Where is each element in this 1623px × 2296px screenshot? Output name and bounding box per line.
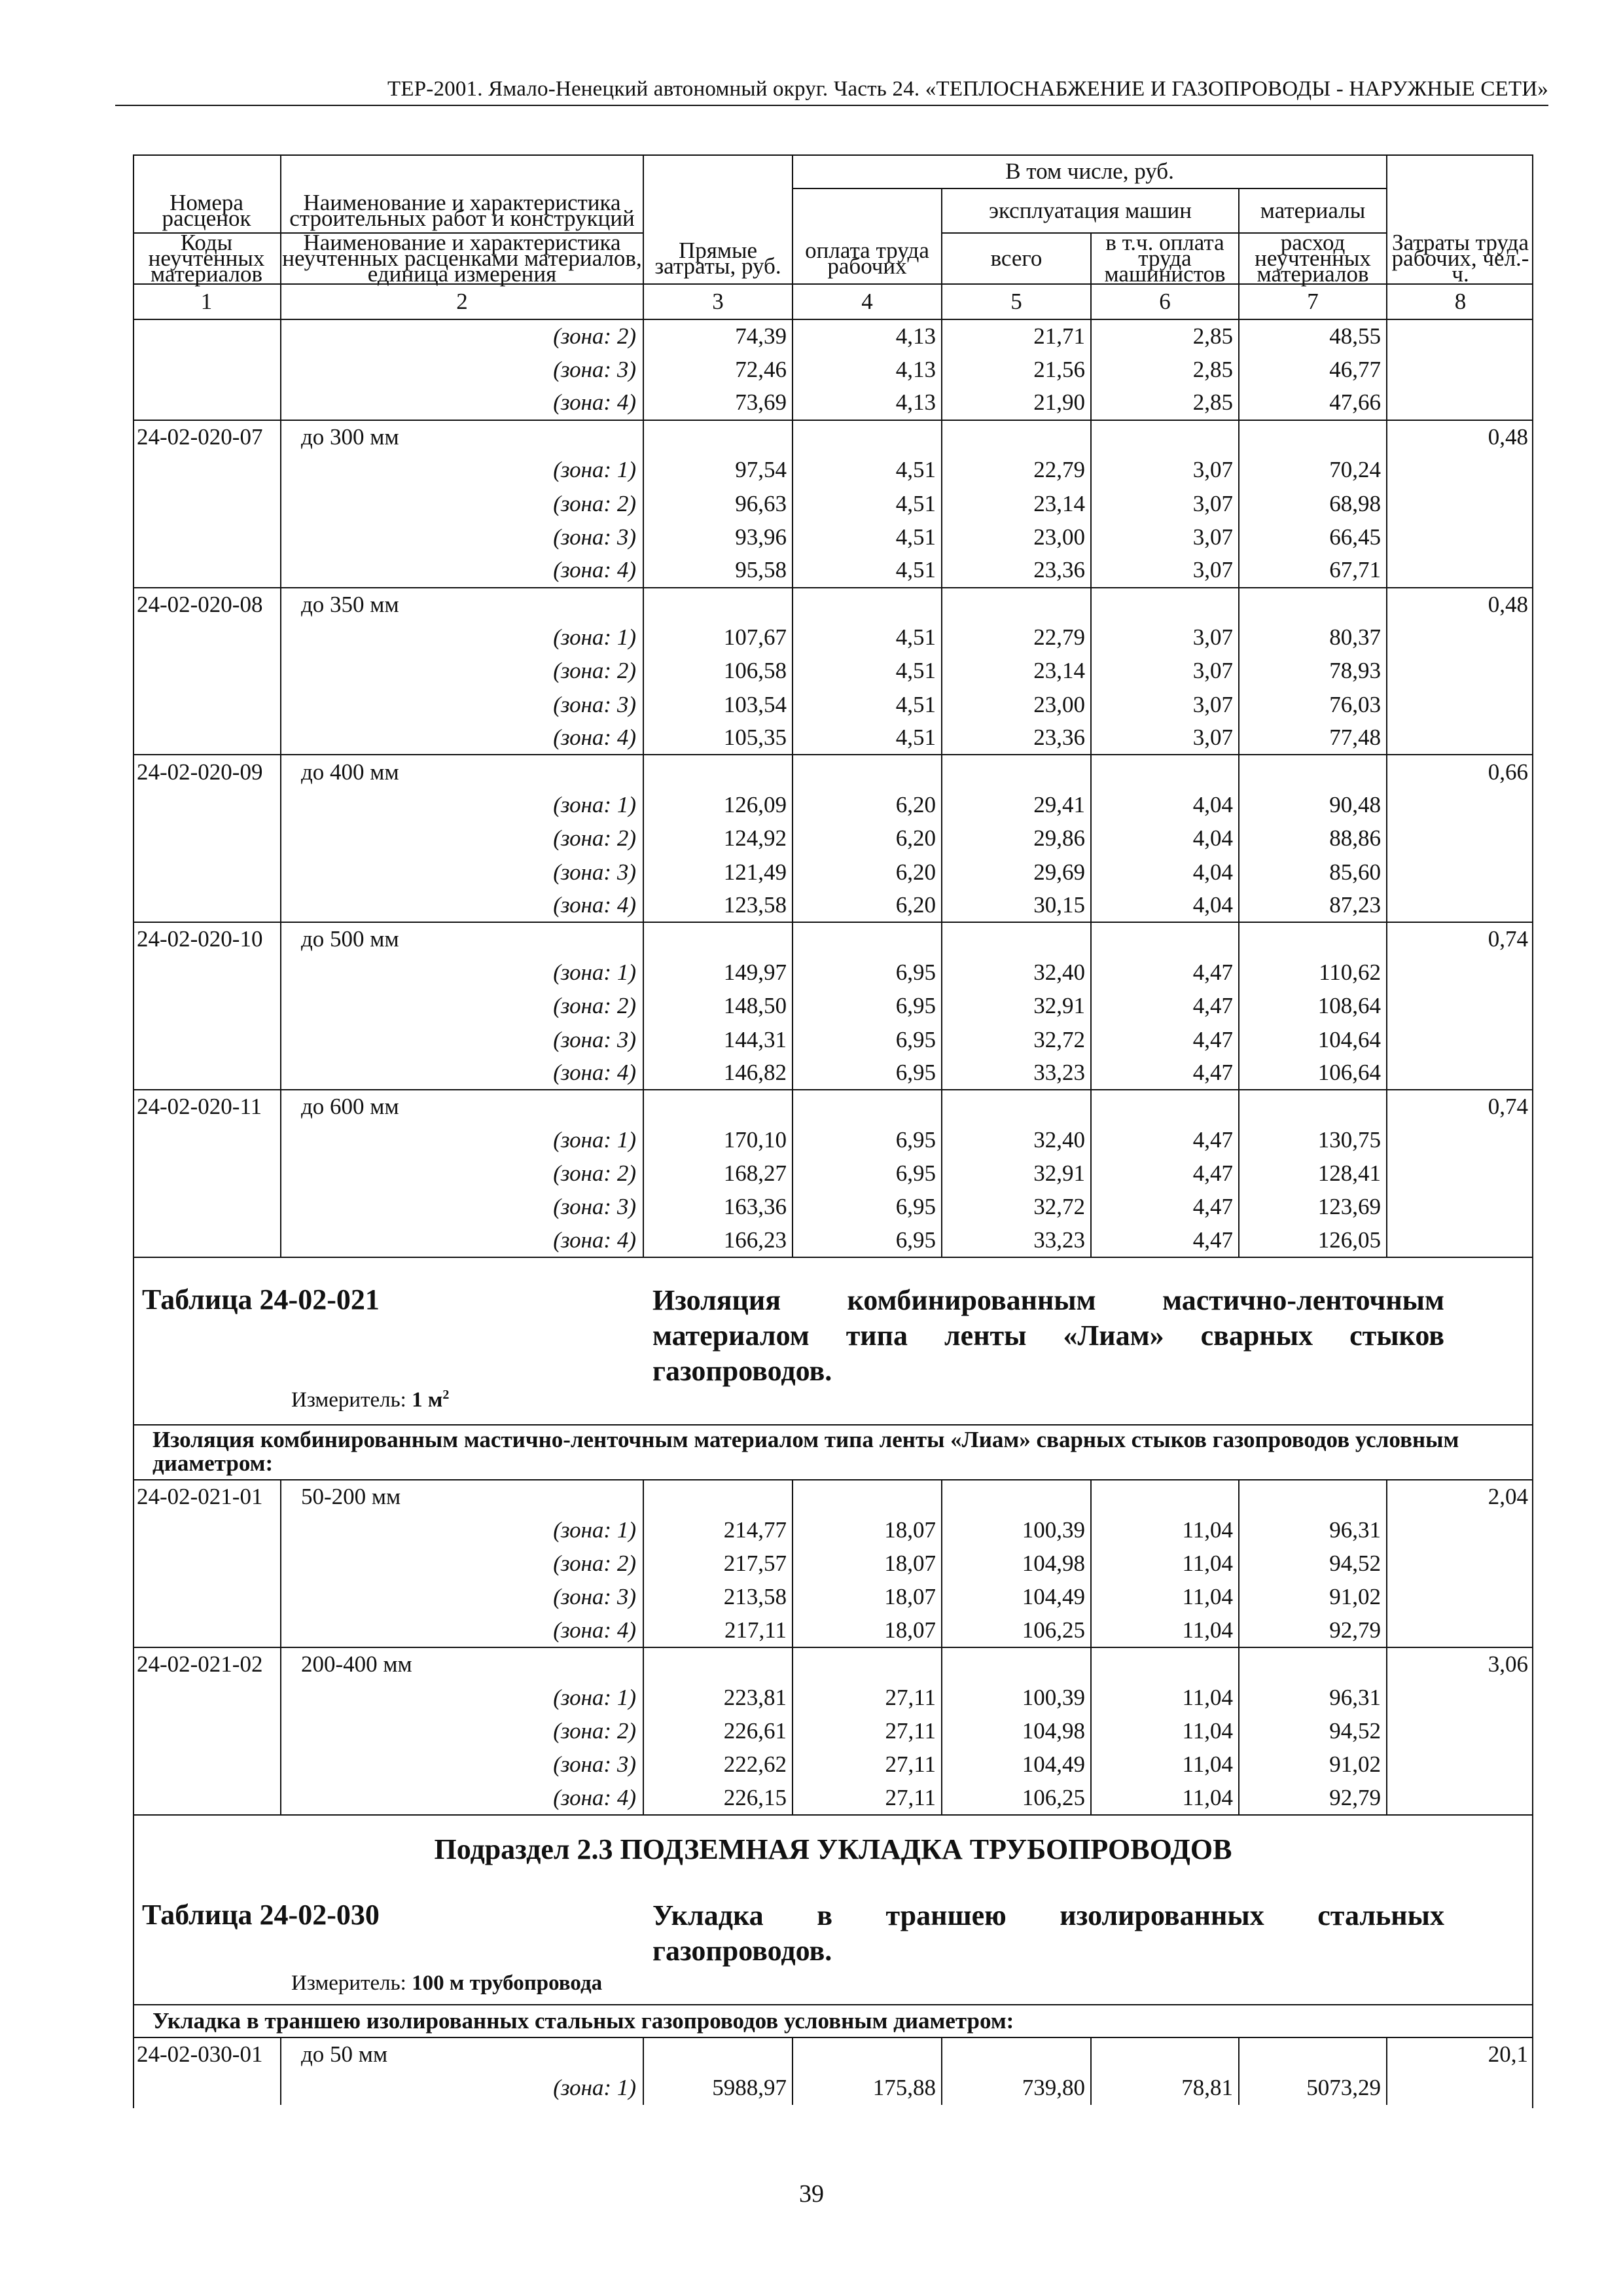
worker-pay: 4,51 (793, 554, 942, 587)
machines-total: 106,25 (942, 1614, 1091, 1647)
subsection-title: Подраздел 2.3 ПОДЗЕМНАЯ УКЛАДКА ТРУБОПРОВОДОВ (434, 1833, 1232, 1866)
worker-pay: 6,20 (793, 789, 942, 822)
materials: 85,60 (1239, 855, 1387, 889)
worker-pay: 4,13 (793, 319, 942, 353)
direct-costs: 213,58 (643, 1581, 793, 1614)
direct-costs: 146,82 (643, 1056, 793, 1090)
machines-total: 104,49 (942, 1748, 1091, 1782)
operator-pay: 3,07 (1091, 454, 1239, 487)
materials: 90,48 (1239, 789, 1387, 822)
worker-pay: 6,95 (793, 1191, 942, 1224)
direct-costs: 144,31 (643, 1023, 793, 1056)
rate-code: 24-02-021-01 (133, 1480, 281, 1513)
operator-pay: 4,47 (1091, 1023, 1239, 1056)
head-labor: Затраты труда рабочих, чел.-ч. (1387, 233, 1533, 284)
header-rule (115, 105, 1548, 106)
worker-pay: 4,51 (793, 487, 942, 520)
materials: 78,93 (1239, 655, 1387, 688)
zone-label: (зона: 2) (281, 1547, 643, 1581)
zone-label: (зона: 1) (281, 621, 643, 655)
direct-costs: 124,92 (643, 822, 793, 855)
zone-label: (зона: 4) (281, 889, 643, 922)
rate-name: до 300 мм (281, 420, 643, 454)
direct-costs: 149,97 (643, 956, 793, 990)
head-material-name: Наименование и характеристика неучтенных расценками материалов, единица измерения (281, 233, 643, 284)
direct-costs: 163,36 (643, 1191, 793, 1224)
operator-pay: 11,04 (1091, 1681, 1239, 1714)
zone-label: (зона: 1) (281, 789, 643, 822)
zone-label: (зона: 3) (281, 855, 643, 889)
worker-pay: 6,20 (793, 889, 942, 922)
operator-pay: 4,47 (1091, 990, 1239, 1023)
zone-label: (зона: 3) (281, 1748, 643, 1782)
rate-code: 24-02-020-10 (133, 922, 281, 956)
zone-label: (зона: 4) (281, 554, 643, 587)
machines-total: 104,49 (942, 1581, 1091, 1614)
labor-cost: 0,48 (1387, 420, 1533, 454)
rate-entry (133, 420, 1533, 588)
materials: 108,64 (1239, 990, 1387, 1023)
worker-pay: 18,07 (793, 1581, 942, 1614)
worker-pay: 6,20 (793, 822, 942, 855)
operator-pay: 3,07 (1091, 721, 1239, 755)
operator-pay: 4,04 (1091, 889, 1239, 922)
zone-label: (зона: 4) (281, 1056, 643, 1090)
worker-pay: 27,11 (793, 1715, 942, 1748)
worker-pay: 6,95 (793, 1023, 942, 1056)
labor-cost: 3,06 (1387, 1647, 1533, 1681)
worker-pay: 6,95 (793, 1157, 942, 1191)
zone-label: (зона: 3) (281, 688, 643, 721)
direct-costs: 5988,97 (643, 2071, 793, 2104)
column-number: 3 (643, 284, 793, 319)
column-number: 7 (1239, 284, 1387, 319)
materials: 77,48 (1239, 721, 1387, 755)
operator-pay: 11,04 (1091, 1581, 1239, 1614)
head-materials: материалы (1239, 188, 1387, 233)
machines-total: 32,91 (942, 1157, 1091, 1191)
machines-total: 23,36 (942, 554, 1091, 587)
machines-total: 23,00 (942, 688, 1091, 721)
zone-label: (зона: 1) (281, 956, 643, 990)
operator-pay: 4,47 (1091, 956, 1239, 990)
direct-costs: 105,35 (643, 721, 793, 755)
materials: 47,66 (1239, 386, 1387, 420)
machines-total: 22,79 (942, 454, 1091, 487)
worker-pay: 175,88 (793, 2071, 942, 2104)
zone-label: (зона: 2) (281, 822, 643, 855)
machines-total: 100,39 (942, 1513, 1091, 1547)
zone-label: (зона: 2) (281, 990, 643, 1023)
direct-costs: 168,27 (643, 1157, 793, 1191)
operator-pay: 11,04 (1091, 1513, 1239, 1547)
rate-name: до 500 мм (281, 922, 643, 956)
rate-code: 24-02-030-01 (133, 2037, 281, 2071)
head-material-use: расход неучтенных материалов (1239, 233, 1387, 284)
worker-pay: 18,07 (793, 1547, 942, 1581)
direct-costs: 74,39 (643, 319, 793, 353)
materials: 96,31 (1239, 1681, 1387, 1714)
head-blank (643, 188, 793, 233)
direct-costs: 72,46 (643, 353, 793, 386)
running-header: ТЕР-2001. Ямало-Ненецкий автономный округ. Часть 24. «ТЕПЛОСНАБЖЕНИЕ И ГАЗОПРОВОДЫ - НАРУЖНЫЕ СЕТИ» (387, 77, 1548, 101)
materials: 48,55 (1239, 319, 1387, 353)
direct-costs: 222,62 (643, 1748, 793, 1782)
direct-costs: 226,61 (643, 1715, 793, 1748)
table-heading (133, 1815, 1533, 2005)
rate-name: до 50 мм (281, 2037, 643, 2071)
materials: 68,98 (1239, 487, 1387, 520)
zone-label: (зона: 3) (281, 1581, 643, 1614)
operator-pay: 11,04 (1091, 1614, 1239, 1647)
operator-pay: 4,47 (1091, 1157, 1239, 1191)
direct-costs: 170,10 (643, 1124, 793, 1157)
unit-of-measure: Измеритель: 100 м трубопровода (291, 1971, 603, 1996)
head-rate-numbers: Номера расценок (162, 189, 251, 231)
rate-entry (133, 1090, 1533, 1257)
column-number: 6 (1091, 284, 1239, 319)
materials: 5073,29 (1239, 2071, 1387, 2104)
labor-cost: 20,1 (1387, 2037, 1533, 2071)
zone-label: (зона: 1) (281, 1681, 643, 1714)
direct-costs: 73,69 (643, 386, 793, 420)
direct-costs: 148,50 (643, 990, 793, 1023)
worker-pay: 6,95 (793, 990, 942, 1023)
direct-costs: 121,49 (643, 855, 793, 889)
machines-total: 32,91 (942, 990, 1091, 1023)
direct-costs: 226,15 (643, 1782, 793, 1815)
head-machines-total: всего (942, 233, 1091, 284)
zone-label: (зона: 2) (281, 655, 643, 688)
zone-label: (зона: 4) (281, 721, 643, 755)
machines-total: 32,40 (942, 956, 1091, 990)
rate-name: до 350 мм (281, 588, 643, 621)
materials: 126,05 (1239, 1224, 1387, 1257)
column-number: 8 (1387, 284, 1533, 319)
zone-label: (зона: 2) (281, 1715, 643, 1748)
table-title: Таблица 24-02-021 (142, 1283, 380, 1316)
machines-total: 32,40 (942, 1124, 1091, 1157)
direct-costs: 223,81 (643, 1681, 793, 1714)
operator-pay: 4,04 (1091, 855, 1239, 889)
column-number: 2 (281, 284, 643, 319)
group-heading: Изоляция комбинированным мастично-ленточным материалом типа ленты «Лиам» сварных стыков газопроводов условным диаметром: (133, 1425, 1533, 1480)
machines-total: 29,69 (942, 855, 1091, 889)
worker-pay: 4,51 (793, 520, 942, 554)
worker-pay: 27,11 (793, 1782, 942, 1815)
labor-cost: 0,48 (1387, 588, 1533, 621)
rate-entry (133, 1647, 1533, 1815)
continuation-block (133, 319, 1533, 420)
zone-label: (зона: 3) (281, 1023, 643, 1056)
operator-pay: 2,85 (1091, 386, 1239, 420)
worker-pay: 18,07 (793, 1513, 942, 1547)
operator-pay: 4,47 (1091, 1191, 1239, 1224)
machines-total: 32,72 (942, 1023, 1091, 1056)
labor-cost: 2,04 (1387, 1480, 1533, 1513)
rate-code: 24-02-020-11 (133, 1090, 281, 1123)
direct-costs: 214,77 (643, 1513, 793, 1547)
head-blank (133, 154, 281, 188)
zone-label: (зона: 4) (281, 386, 643, 420)
machines-total: 21,71 (942, 319, 1091, 353)
labor-cost: 0,66 (1387, 755, 1533, 788)
operator-pay: 4,04 (1091, 789, 1239, 822)
operator-pay: 4,04 (1091, 822, 1239, 855)
machines-total: 33,23 (942, 1056, 1091, 1090)
machines-total: 29,86 (942, 822, 1091, 855)
direct-costs: 126,09 (643, 789, 793, 822)
operator-pay: 3,07 (1091, 688, 1239, 721)
direct-costs: 97,54 (643, 454, 793, 487)
operator-pay: 3,07 (1091, 621, 1239, 655)
rate-name: до 600 мм (281, 1090, 643, 1123)
materials: 123,69 (1239, 1191, 1387, 1224)
materials: 80,37 (1239, 621, 1387, 655)
machines-total: 29,41 (942, 789, 1091, 822)
operator-pay: 4,47 (1091, 1224, 1239, 1257)
rate-entry (133, 588, 1533, 755)
worker-pay: 4,51 (793, 621, 942, 655)
machines-total: 32,72 (942, 1191, 1091, 1224)
column-number: 1 (133, 284, 281, 319)
materials: 88,86 (1239, 822, 1387, 855)
worker-pay: 4,13 (793, 353, 942, 386)
head-blank (281, 154, 643, 188)
materials: 76,03 (1239, 688, 1387, 721)
operator-pay: 3,07 (1091, 520, 1239, 554)
operator-pay: 11,04 (1091, 1748, 1239, 1782)
direct-costs: 107,67 (643, 621, 793, 655)
rate-code: 24-02-020-07 (133, 420, 281, 454)
direct-costs: 106,58 (643, 655, 793, 688)
zone-label: (зона: 3) (281, 353, 643, 386)
table-description: Изоляция комбинированным мастично-ленточным материалом типа ленты «Лиам» сварных стыков газопроводов. (652, 1284, 1444, 1388)
rate-entry (133, 2037, 1533, 2104)
rate-entry (133, 755, 1533, 922)
machines-total: 33,23 (942, 1224, 1091, 1257)
materials: 106,64 (1239, 1056, 1387, 1090)
direct-costs: 123,58 (643, 889, 793, 922)
worker-pay: 4,51 (793, 655, 942, 688)
head-operator-pay: в т.ч. оплата труда машинистов (1091, 233, 1239, 284)
labor-cost: 0,74 (1387, 1090, 1533, 1123)
materials: 94,52 (1239, 1715, 1387, 1748)
head-blank (1387, 154, 1533, 188)
zone-label: (зона: 2) (281, 487, 643, 520)
zone-label: (зона: 2) (281, 319, 643, 353)
operator-pay: 11,04 (1091, 1547, 1239, 1581)
rate-code: 24-02-020-09 (133, 755, 281, 788)
rate-name: 200-400 мм (281, 1647, 643, 1681)
rate-entry (133, 1480, 1533, 1647)
materials: 67,71 (1239, 554, 1387, 587)
worker-pay: 6,95 (793, 1124, 942, 1157)
zone-label: (зона: 4) (281, 1782, 643, 1815)
direct-costs: 103,54 (643, 688, 793, 721)
machines-total: 30,15 (942, 889, 1091, 922)
head-blank (1387, 188, 1533, 233)
materials: 96,31 (1239, 1513, 1387, 1547)
worker-pay: 4,51 (793, 721, 942, 755)
direct-costs: 166,23 (643, 1224, 793, 1257)
materials: 92,79 (1239, 1614, 1387, 1647)
page-number: 39 (799, 2180, 824, 2208)
operator-pay: 4,47 (1091, 1056, 1239, 1090)
materials: 94,52 (1239, 1547, 1387, 1581)
rate-code: 24-02-021-02 (133, 1647, 281, 1681)
machines-total: 104,98 (942, 1547, 1091, 1581)
materials: 104,64 (1239, 1023, 1387, 1056)
zone-label: (зона: 1) (281, 2071, 643, 2104)
machines-total: 100,39 (942, 1681, 1091, 1714)
machines-total: 739,80 (942, 2071, 1091, 2104)
worker-pay: 6,20 (793, 855, 942, 889)
worker-pay: 4,51 (793, 688, 942, 721)
materials: 92,79 (1239, 1782, 1387, 1815)
group-heading: Укладка в траншею изолированных стальных газопроводов условным диаметром: (133, 2005, 1533, 2037)
zone-label: (зона: 2) (281, 1157, 643, 1191)
zone-label: (зона: 3) (281, 1191, 643, 1224)
table-heading (133, 1257, 1533, 1425)
materials: 66,45 (1239, 520, 1387, 554)
worker-pay: 4,13 (793, 386, 942, 420)
labor-cost: 0,74 (1387, 922, 1533, 956)
zone-label: (зона: 4) (281, 1224, 643, 1257)
worker-pay: 4,51 (793, 454, 942, 487)
table-description: Укладка в траншею изолированных стальных газопроводов. (652, 1899, 1444, 1967)
worker-pay: 18,07 (793, 1614, 942, 1647)
zone-label: (зона: 1) (281, 454, 643, 487)
rate-entry (133, 922, 1533, 1090)
head-in-that: В том числе, руб. (793, 154, 1387, 188)
operator-pay: 2,85 (1091, 319, 1239, 353)
direct-costs: 95,58 (643, 554, 793, 587)
head-direct-costs: Прямые затраты, руб. (643, 233, 793, 284)
direct-costs: 217,57 (643, 1547, 793, 1581)
rate-code: 24-02-020-08 (133, 588, 281, 621)
machines-total: 21,90 (942, 386, 1091, 420)
rates-table (133, 154, 1533, 2105)
worker-pay: 6,95 (793, 1224, 942, 1257)
materials: 130,75 (1239, 1124, 1387, 1157)
machines-total: 106,25 (942, 1782, 1091, 1815)
head-blank (643, 154, 793, 188)
head-material-codes: Коды неучтенных материалов (133, 233, 281, 284)
operator-pay: 3,07 (1091, 655, 1239, 688)
materials: 91,02 (1239, 1581, 1387, 1614)
zone-label: (зона: 3) (281, 520, 643, 554)
materials: 46,77 (1239, 353, 1387, 386)
materials: 91,02 (1239, 1748, 1387, 1782)
operator-pay: 78,81 (1091, 2071, 1239, 2104)
rate-name: до 400 мм (281, 755, 643, 788)
operator-pay: 11,04 (1091, 1782, 1239, 1815)
materials: 110,62 (1239, 956, 1387, 990)
direct-costs: 217,11 (643, 1614, 793, 1647)
operator-pay: 11,04 (1091, 1715, 1239, 1748)
direct-costs: 93,96 (643, 520, 793, 554)
machines-total: 23,14 (942, 487, 1091, 520)
head-worker-pay: оплата труда рабочих (793, 233, 942, 284)
head-work-name: Наименование и характеристика строительных работ и конструкций (281, 188, 643, 233)
machines-total: 23,36 (942, 721, 1091, 755)
operator-pay: 2,85 (1091, 353, 1239, 386)
materials: 70,24 (1239, 454, 1387, 487)
machines-total: 21,56 (942, 353, 1091, 386)
rate-name: 50-200 мм (281, 1480, 643, 1513)
materials: 128,41 (1239, 1157, 1387, 1191)
operator-pay: 4,47 (1091, 1124, 1239, 1157)
operator-pay: 3,07 (1091, 487, 1239, 520)
column-number: 4 (793, 284, 942, 319)
worker-pay: 6,95 (793, 1056, 942, 1090)
unit-of-measure: Измеритель: 1 $м^2$ (291, 1388, 450, 1412)
table-title: Таблица 24-02-030 (142, 1899, 380, 1931)
direct-costs: 96,63 (643, 487, 793, 520)
zone-label: (зона: 4) (281, 1614, 643, 1647)
zone-label: (зона: 1) (281, 1124, 643, 1157)
machines-total: 23,00 (942, 520, 1091, 554)
head-blank (793, 188, 942, 233)
worker-pay: 27,11 (793, 1748, 942, 1782)
machines-total: 104,98 (942, 1715, 1091, 1748)
machines-total: 23,14 (942, 655, 1091, 688)
worker-pay: 6,95 (793, 956, 942, 990)
head-machines: эксплуатация машин (942, 188, 1239, 233)
operator-pay: 3,07 (1091, 554, 1239, 587)
materials: 87,23 (1239, 889, 1387, 922)
zone-label: (зона: 1) (281, 1513, 643, 1547)
column-number: 5 (942, 284, 1091, 319)
worker-pay: 27,11 (793, 1681, 942, 1714)
machines-total: 22,79 (942, 621, 1091, 655)
